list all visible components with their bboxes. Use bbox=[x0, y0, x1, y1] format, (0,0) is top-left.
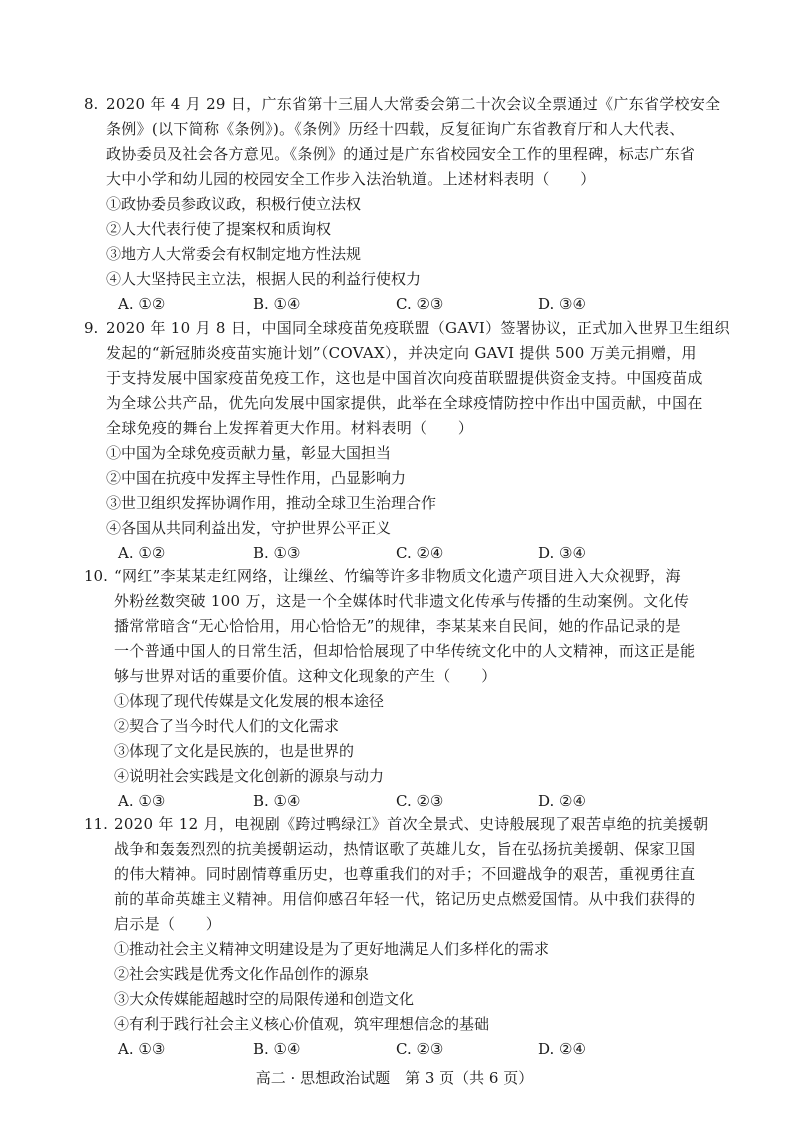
option-a[interactable]: A. ①② bbox=[118, 544, 166, 562]
stem-line: 发起的“新冠肺炎疫苗实施计划”（COVAX），并决定向 GAVI 提供 500 万美元捐赠，用 bbox=[106, 344, 697, 362]
option-b[interactable]: B. ①④ bbox=[253, 295, 301, 313]
stem-line: 大中小学和幼儿园的校园安全工作步入法治轨道。上述材料表明（ ） bbox=[106, 170, 596, 188]
statement: ②中国在抗疫中发挥主导性作用，凸显影响力 bbox=[106, 469, 407, 487]
option-d[interactable]: D. ②④ bbox=[538, 1040, 586, 1058]
statement: ④各国从共同利益出发，守护世界公平正义 bbox=[106, 519, 392, 537]
option-d[interactable]: D. ③④ bbox=[538, 544, 586, 562]
statement: ③大众传媒能超越时空的局限传递和创造文化 bbox=[114, 990, 415, 1008]
option-b[interactable]: B. ①④ bbox=[253, 1040, 301, 1058]
stem-line: “网红”李某某走红网络，让缫丝、竹编等许多非物质文化遗产项目进入大众视野，海 bbox=[114, 567, 681, 585]
statement: ③世卫组织发挥协调作用，推动全球卫生治理合作 bbox=[106, 494, 437, 512]
option-a[interactable]: A. ①③ bbox=[118, 1040, 166, 1058]
statement: ③地方人大常委会有权制定地方性法规 bbox=[106, 245, 362, 263]
question-number: 10. bbox=[84, 567, 108, 585]
statement: ②社会实践是优秀文化作品创作的源泉 bbox=[114, 965, 370, 983]
stem-line: 条例》(以下简称《条例》)。《条例》历经十四载，反复征询广东省教育厅和人大代表、 bbox=[106, 120, 685, 138]
stem-line: 一个普通中国人的日常生活，但却恰恰展现了中华传统文化中的人文精神，而这正是能 bbox=[114, 642, 696, 660]
statement: ①推动社会主义精神文明建设是为了更好地满足人们多样化的需求 bbox=[114, 940, 550, 958]
stem-line: 全球免疫的舞台上发挥着更大作用。材料表明（ ） bbox=[106, 419, 474, 437]
stem-line: 启示是（ ） bbox=[114, 915, 222, 933]
stem-line: 政协委员及社会各方意见。《条例》的通过是广东省校园安全工作的里程碑，标志广东省 bbox=[106, 145, 696, 163]
option-c[interactable]: C. ②③ bbox=[396, 792, 444, 810]
statement: ①体现了现代传媒是文化发展的根本途径 bbox=[114, 692, 385, 710]
stem-line: 为全球公共产品，优先向发展中国家提供，此举在全球疫情防控中作出中国贡献，中国在 bbox=[106, 394, 703, 412]
question-number: 9. bbox=[84, 319, 99, 337]
option-c[interactable]: C. ②④ bbox=[396, 544, 444, 562]
option-c[interactable]: C. ②③ bbox=[396, 1040, 444, 1058]
stem-line: 2020 年 4 月 29 日，广东省第十三届人大常委会第二十次会议全票通过《广东省学校安全 bbox=[106, 95, 721, 113]
statement: ④有利于践行社会主义核心价值观，筑牢理想信念的基础 bbox=[114, 1015, 490, 1033]
statement: ①中国为全球免疫贡献力量，彰显大国担当 bbox=[106, 444, 392, 462]
stem-line: 于支持发展中国家疫苗免疫工作，这也是中国首次向疫苗联盟提供资金支持。中国疫苗成 bbox=[106, 369, 703, 387]
question-number: 11. bbox=[84, 815, 108, 833]
stem-line: 的伟大精神。同时剧情尊重历史，也尊重我们的对手；不回避战争的艰苦，重视勇往直 bbox=[114, 865, 696, 883]
stem-line: 2020 年 10 月 8 日，中国同全球疫苗免疫联盟（GAVI）签署协议，正式加入世界卫生组织 bbox=[106, 319, 730, 337]
stem-line: 战争和轰轰烈烈的抗美援朝运动，热情讴歌了英雄儿女，旨在弘扬抗美援朝、保家卫国 bbox=[114, 840, 696, 858]
option-b[interactable]: B. ①④ bbox=[253, 792, 301, 810]
option-a[interactable]: A. ①② bbox=[118, 295, 166, 313]
stem-line: 2020 年 12 月，电视剧《跨过鸭绿江》首次全景式、史诗般展现了艰苦卓绝的抗美援朝 bbox=[114, 815, 709, 833]
statement: ②契合了当今时代人们的文化需求 bbox=[114, 717, 340, 735]
option-d[interactable]: D. ②④ bbox=[538, 792, 586, 810]
stem-line: 够与世界对话的重要价值。这种文化现象的产生（ ） bbox=[114, 667, 497, 685]
stem-line: 前的革命英雄主义精神。用信仰感召年轻一代，铭记历史点燃爱国情。从中我们获得的 bbox=[114, 890, 696, 908]
page-footer: 高二 · 思想政治试题 第 3 页（共 6 页） bbox=[255, 1069, 534, 1087]
stem-line: 播常常暗含“无心恰恰用，用心恰恰无”的规律，李某某来自民间，她的作品记录的是 bbox=[114, 617, 681, 635]
option-c[interactable]: C. ②③ bbox=[396, 295, 444, 313]
stem-line: 外粉丝数突破 100 万，这是一个全媒体时代非遗文化传承与传播的生动案例。文化传 bbox=[114, 592, 690, 610]
statement: ④说明社会实践是文化创新的源泉与动力 bbox=[114, 767, 385, 785]
question-number: 8. bbox=[84, 95, 99, 113]
option-a[interactable]: A. ①③ bbox=[118, 792, 166, 810]
statement: ②人大代表行使了提案权和质询权 bbox=[106, 220, 332, 238]
statement: ③体现了文化是民族的，也是世界的 bbox=[114, 742, 355, 760]
option-b[interactable]: B. ①③ bbox=[253, 544, 301, 562]
statement: ④人大坚持民主立法，根据人民的利益行使权力 bbox=[106, 270, 422, 288]
option-d[interactable]: D. ③④ bbox=[538, 295, 586, 313]
statement: ①政协委员参政议政，积极行使立法权 bbox=[106, 195, 362, 213]
